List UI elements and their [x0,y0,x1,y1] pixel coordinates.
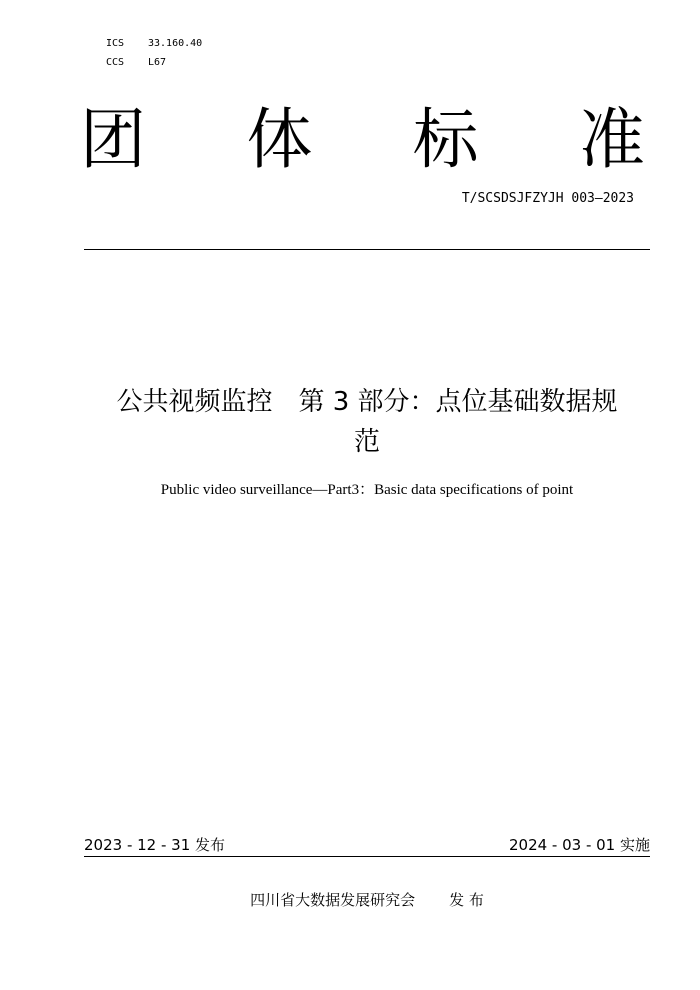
publisher [84,889,650,910]
ccs-value: L67 [148,57,167,68]
publisher-name: 四川省大数据发展研究会 [250,891,416,909]
standard-type-heading [80,100,645,180]
english-title: Public video surveillance—Part3：Basic data specifications of point [160,482,574,498]
effective-date: 2024 - 03 - 01 实施 [508,836,650,854]
issue-date: 2023 - 12 - 31 发布 [84,836,226,854]
ics-value: 33.160.40 [148,38,203,49]
ics-row [106,34,202,53]
chinese-title-line: 公共视频监控 第 3 部分：点位基础数据规 [116,387,618,417]
standard-number: T/SCSDSJFZYJH 003—2023 [461,191,634,206]
publisher-action: 发 布 [449,891,484,909]
chinese-title-line: 范 [353,427,380,457]
ccs-row [106,53,202,72]
classification-codes [106,34,202,72]
ccs-label: CCS [106,57,125,68]
top-divider [84,249,650,250]
bottom-divider [84,856,650,857]
chinese-title [84,382,650,462]
standard-type-char: 标 [412,101,479,178]
standard-type-char: 团 [80,101,146,178]
ics-label: ICS [106,38,125,49]
standard-type-char: 准 [578,101,645,178]
standard-type-char: 体 [246,101,313,178]
